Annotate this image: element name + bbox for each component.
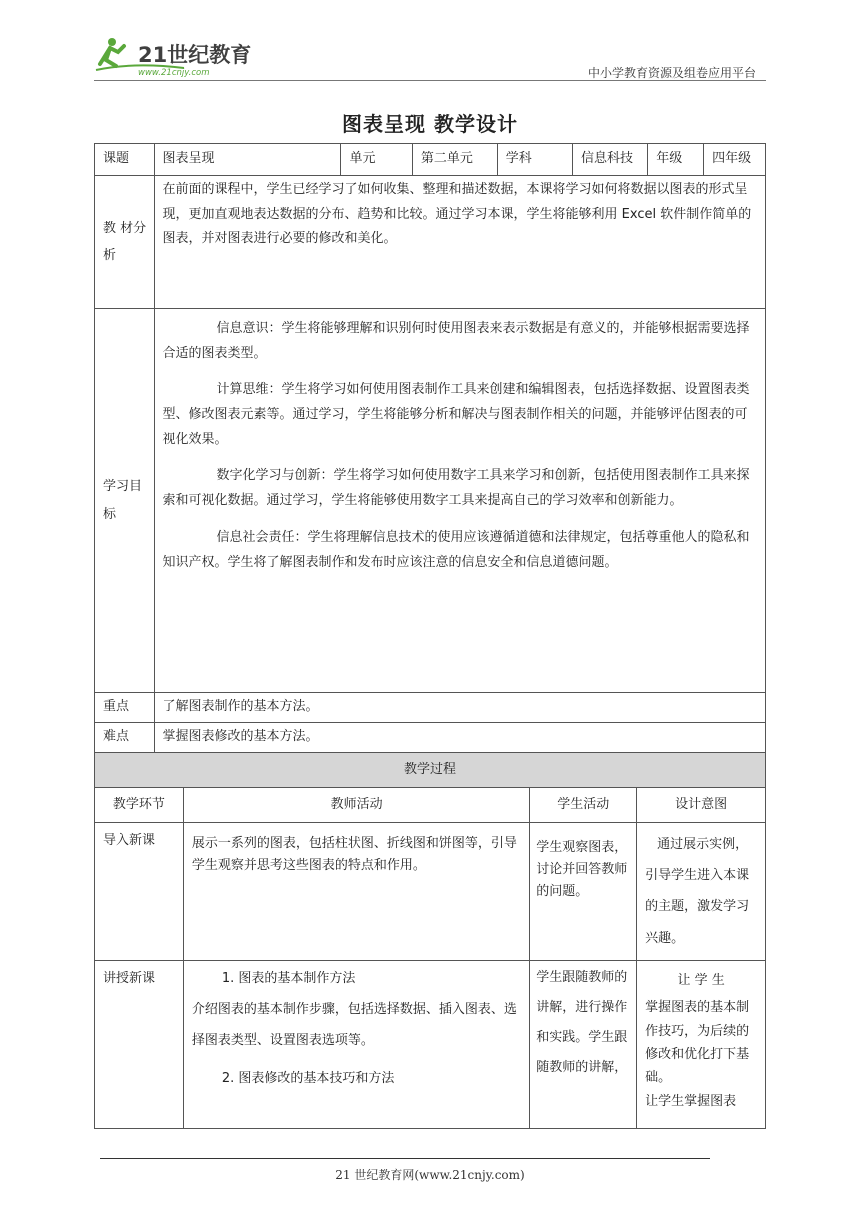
process-header-row [95, 788, 766, 823]
design-intent-new-lesson [637, 961, 766, 1129]
footer-divider [100, 1158, 710, 1159]
subject-label: 学科 [497, 144, 572, 176]
lesson-info-table [94, 143, 766, 753]
method-heading-2: 2. 图表修改的基本技巧和方法 [221, 1070, 395, 1086]
difficulty-label: 难点 [95, 723, 155, 753]
difficulty-text: 掌握图表修改的基本方法。 [154, 723, 765, 753]
process-row-intro [95, 823, 766, 961]
goal-computational-thinking: 计算思维：学生将学习如何使用图表制作工具来创建和编辑图表，包括选择数据、设置图表类型、修改图表元素等。通过学习，学生将能够分析和解决与图表制作相关的问题，并能够评估图表的可视化效果。 [162, 382, 750, 447]
key-point-label: 重点 [95, 693, 155, 723]
key-point-row [95, 693, 766, 723]
logo-url: www.21cnjy.com [138, 68, 210, 78]
goals-row [95, 309, 766, 693]
info-row [95, 144, 766, 176]
teacher-activity-intro: 展示一系列的图表，包括柱状图、折线图和饼图等，引导学生观察并思考这些图表的特点和作用。 [183, 823, 529, 961]
process-title: 教学过程 [95, 753, 766, 788]
grade-label: 年级 [648, 144, 704, 176]
student-activity-new-lesson: 学生跟随教师的讲解，进行操作和实践。学生跟随教师的讲解， [530, 961, 637, 1129]
course-label: 课题 [95, 144, 155, 176]
difficulty-row [95, 723, 766, 753]
stage-intro: 导入新课 [95, 823, 184, 961]
teacher-activity-new-lesson [183, 961, 529, 1129]
logo-text: 21世纪教育 [138, 43, 252, 67]
course-value: 图表呈现 [154, 144, 341, 176]
analysis-row [95, 176, 766, 309]
goals-label: 学习目标 [95, 309, 155, 693]
intent-line-b: 掌握图表的基本制作技巧，为后续的修改和优化打下基础。 [645, 1000, 750, 1086]
analysis-text: 在前面的课程中，学生已经学习了如何收集、整理和描述数据，本课将学习如何将数据以图表的形式呈现，更加直观地表达数据的分布、趋势和比较。通过学习本课，学生将能够利用 Excel 软件制作简单的图表，并对图表进行必要的修改和美化。 [154, 176, 765, 309]
page-footer: 21 世纪教育网(www.21cnjy.com) [335, 1168, 525, 1182]
unit-value: 第二单元 [412, 144, 497, 176]
goals-content [154, 309, 765, 693]
unit-label: 单元 [341, 144, 412, 176]
page-header [94, 30, 766, 80]
process-row-new-lesson [95, 961, 766, 1129]
analysis-label: 教 材分析 [95, 176, 155, 309]
teaching-process-table [94, 752, 766, 1129]
stage-new-lesson: 讲授新课 [95, 961, 184, 1129]
process-title-row [95, 753, 766, 788]
header-divider [94, 80, 766, 81]
col-stage: 教学环节 [95, 788, 184, 823]
intent-line-c: 让学生掌握图表 [645, 1093, 737, 1109]
student-activity-intro: 学生观察图表，讨论并回答教师的问题。 [530, 823, 637, 961]
intent-line-a: 让 学 生 [677, 973, 725, 988]
method-text-1: 介绍图表的基本制作步骤，包括选择数据、插入图表、选择图表类型、设置图表选项等。 [191, 1002, 517, 1049]
key-point-text: 了解图表制作的基本方法。 [154, 693, 765, 723]
document-title: 图表呈现 教学设计 [342, 112, 518, 136]
design-intent-intro: 通过展示实例，引导学生进入本课的主题，激发学习兴趣。 [637, 823, 766, 961]
subject-value: 信息科技 [572, 144, 647, 176]
goal-information-awareness: 信息意识：学生将能够理解和识别何时使用图表来表示数据是有意义的，并能够根据需要选择合适的图表类型。 [162, 321, 750, 361]
goal-social-responsibility: 信息社会责任：学生将理解信息技术的使用应该遵循道德和法律规定，包括尊重他人的隐私和知识产权。学生将了解图表制作和发布时应该注意的信息安全和信息道德问题。 [162, 529, 750, 570]
goal-digital-learning: 数字化学习与创新：学生将学习如何使用数字工具来学习和创新，包括使用图表制作工具来探索和可视化数据。通过学习，学生将能够使用数字工具来提高自己的学习效率和创新能力。 [162, 468, 750, 509]
platform-name: 中小学教育资源及组卷应用平台 [587, 66, 756, 80]
logo-21cnjy [94, 34, 264, 78]
col-student: 学生活动 [530, 788, 637, 823]
method-heading-1: 1. 图表的基本制作方法 [221, 971, 356, 986]
col-intent: 设计意图 [637, 788, 766, 823]
col-teacher: 教师活动 [183, 788, 529, 823]
grade-value: 四年级 [704, 144, 766, 176]
